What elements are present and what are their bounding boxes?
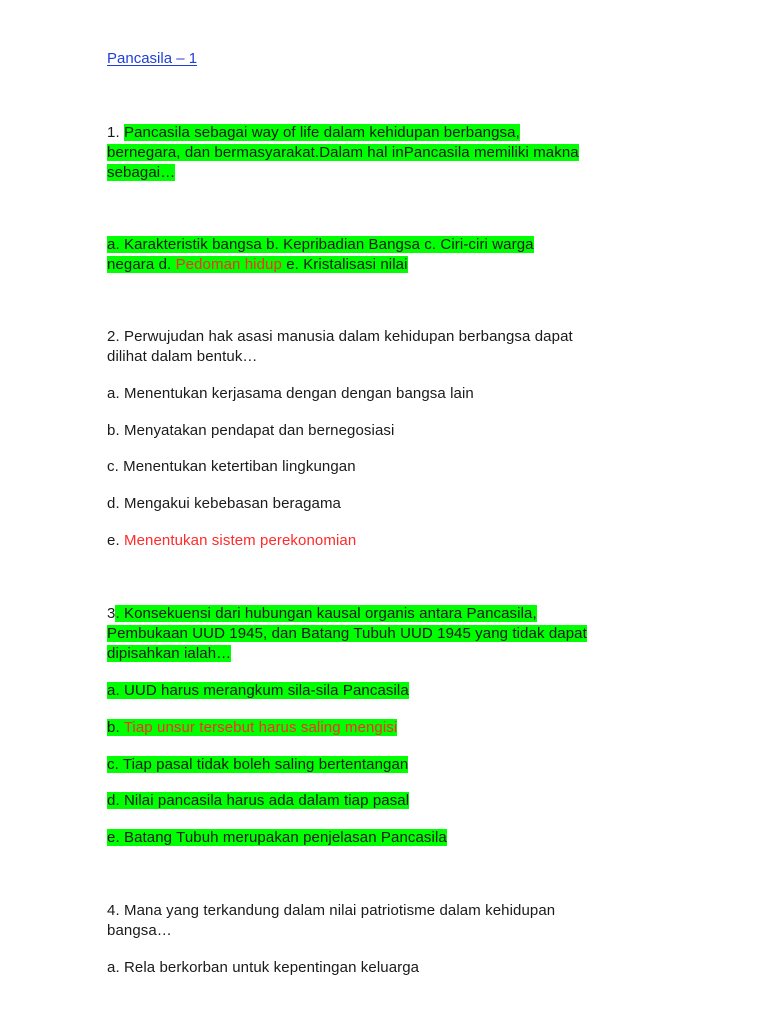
q3-option-e: [107, 828, 447, 848]
q2-line-1: 2. Perwujudan hak asasi manusia dalam kehidupan berbangsa dapat: [107, 328, 573, 345]
q2-line-2: dilihat dalam bentuk…: [107, 348, 258, 365]
q1-text-2: bernegara, dan bermasyarakat.Dalam hal inPancasila memiliki makna: [107, 144, 579, 161]
q2-option-a: a. Menentukan kerjasama dengan dengan bangsa lain: [107, 385, 474, 402]
q2-answer: Menentukan sistem perekonomian: [123, 532, 357, 549]
q3-answer: Tiap unsur tersebut harus saling mengisi: [123, 719, 398, 736]
q3-option-a-text: a. UUD harus merangkum sila-sila Pancasila: [107, 682, 409, 699]
q1-text-1: Pancasila sebagai way of life dalam kehidupan berbangsa,: [123, 124, 520, 141]
q2-option-b: b. Menyatakan pendapat dan bernegosiasi: [107, 422, 395, 439]
q3-option-c: [107, 755, 408, 775]
q1-number: 1.: [107, 124, 124, 141]
q1-line-1: [107, 123, 520, 143]
q2-option-c: c. Menentukan ketertiban lingkungan: [107, 458, 356, 475]
q1-text-3: sebagai…: [107, 164, 176, 181]
q4-line-2: bangsa…: [107, 922, 172, 939]
q3-line-2: [107, 624, 587, 644]
q1-answer: Pedoman hidup: [175, 256, 282, 273]
q3-option-d-text: d. Nilai pancasila harus ada dalam tiap pasal: [107, 792, 410, 809]
q3-option-e-text: e. Batang Tubuh merupakan penjelasan Pancasila: [107, 829, 447, 846]
q3-text-3: dipisahkan ialah…: [107, 645, 232, 662]
q1-line-2: [107, 143, 579, 163]
q3-text-1: . Konsekuensi dari hubungan kausal organis antara Pancasila,: [115, 605, 537, 622]
q3-option-b: [107, 718, 397, 738]
q3-option-a: [107, 681, 409, 701]
q1-options-text-2-post: e. Kristalisasi nilai: [281, 256, 408, 273]
document-title-link[interactable]: Pancasila – 1: [107, 50, 198, 67]
q3-option-b-prefix: b.: [107, 719, 124, 736]
q3-line-3: [107, 644, 231, 664]
q3-text-2: Pembukaan UUD 1945, dan Batang Tubuh UUD 1945 yang tidak dapat: [107, 625, 587, 642]
q3-line-1: [107, 604, 537, 624]
q3-number: 3: [107, 605, 116, 622]
q2-option-d: d. Mengakui kebebasan beragama: [107, 495, 341, 512]
q3-option-d: [107, 791, 409, 811]
q4-option-a: a. Rela berkorban untuk kepentingan keluarga: [107, 959, 420, 976]
q2-option-e-prefix: e.: [107, 532, 124, 549]
q1-line-3: [107, 163, 175, 183]
q3-option-c-text: c. Tiap pasal tidak boleh saling bertentangan: [107, 756, 409, 773]
q2-option-e: [107, 531, 356, 551]
q1-options-text-1: a. Karakteristik bangsa b. Kepribadian Bangsa c. Ciri-ciri warga: [107, 236, 534, 253]
q1-options-line-2: [107, 255, 408, 275]
q1-options-text-2-pre: negara d.: [107, 256, 176, 273]
q1-options-line-1: [107, 235, 534, 255]
q4-line-1: 4. Mana yang terkandung dalam nilai patriotisme dalam kehidupan: [107, 902, 556, 919]
